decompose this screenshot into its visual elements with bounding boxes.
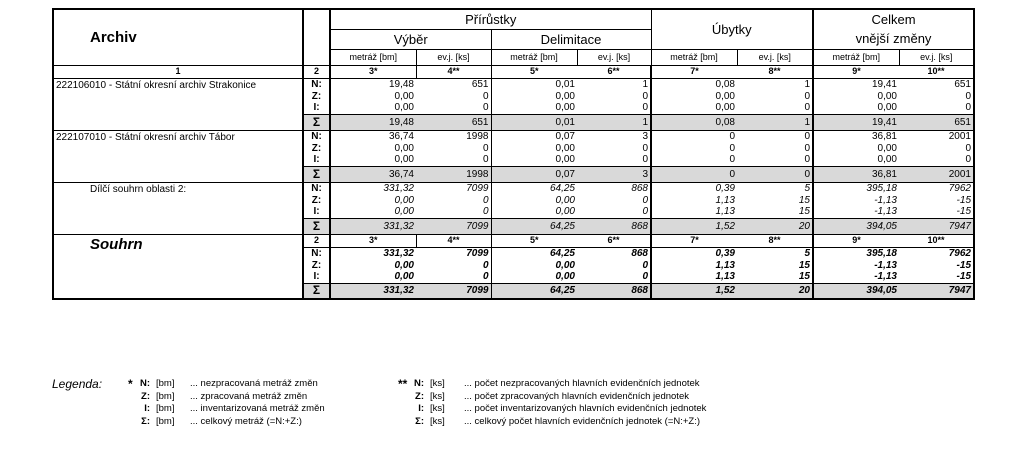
value-cell: 395,18 — [866, 182, 897, 194]
value-cell: 0,01 — [491, 114, 577, 130]
value-cell: 36,81 — [813, 166, 899, 182]
row-label-n: N: — [303, 182, 330, 194]
value-cell: 0 — [899, 102, 974, 114]
legend-unit: [bm] — [156, 403, 175, 414]
legend-text: ... inventarizovaná metráž změn — [190, 403, 325, 414]
value-cell: 651 — [899, 78, 974, 90]
archiv-header: Archiv — [53, 9, 303, 65]
value-cell: 15 — [737, 194, 813, 206]
legend-row — [410, 391, 706, 404]
row-label-i: I: — [303, 102, 330, 114]
value-cell: 394,05 — [813, 218, 899, 234]
value-cell: 20 — [737, 218, 813, 234]
value-cell: 0 — [737, 142, 813, 154]
value-cell: 395,18 — [866, 247, 897, 259]
legend-title: Legenda: — [52, 377, 103, 391]
column-number: 3* — [330, 65, 416, 78]
legend-unit: [ks] — [430, 415, 445, 427]
value-cell: 0 — [416, 206, 491, 218]
value-cell: 0,07 — [555, 130, 575, 142]
value-cell: 0 — [577, 142, 651, 154]
value-cell: -1,13 — [874, 206, 897, 218]
row-label-n: N: — [303, 130, 330, 142]
value-cell: 0,00 — [555, 142, 575, 154]
value-cell: 0 — [416, 194, 491, 206]
value-cell: 0,00 — [715, 90, 735, 102]
value-cell: 0,00 — [555, 271, 575, 283]
value-cell: 64,25 — [549, 182, 575, 194]
row-label-sigma: Σ — [303, 114, 330, 130]
legend-key: Σ: — [141, 415, 150, 427]
value-cell: 394,05 — [813, 283, 899, 299]
value-cell: 1998 — [416, 166, 491, 182]
value-cell: 0,08 — [651, 114, 737, 130]
value-cell: 7947 — [899, 218, 974, 234]
column-number: 6** — [577, 65, 651, 78]
column-number: 7* — [651, 234, 737, 247]
legend-unit: [bm] — [156, 378, 175, 389]
value-cell: -1,13 — [874, 271, 897, 283]
legend-key: I: — [144, 403, 150, 414]
legend-text: ... zpracovaná metráž změn — [190, 390, 308, 402]
row-label-n: N: — [303, 78, 330, 90]
value-cell: 1 — [577, 78, 651, 90]
unit-evj: ev.j. [ks] — [416, 49, 491, 65]
value-cell: 2001 — [899, 130, 974, 142]
value-cell: 0 — [577, 271, 651, 283]
value-cell: 0 — [737, 154, 813, 166]
data-row-n — [53, 182, 974, 194]
value-cell: 0 — [737, 166, 813, 182]
value-cell: 0 — [729, 142, 735, 154]
value-cell: 1 — [577, 114, 651, 130]
legend-unit: [ks] — [430, 390, 445, 402]
value-cell: 1,13 — [715, 259, 735, 271]
legend-unit: [bm] — [156, 390, 175, 402]
value-cell: 868 — [577, 247, 651, 259]
value-cell: 7962 — [899, 247, 974, 259]
legend-right-mark: ** — [398, 377, 408, 391]
value-cell: 0 — [737, 90, 813, 102]
value-cell: 0,00 — [394, 154, 414, 166]
row-label-z: Z: — [303, 90, 330, 102]
value-cell: 3 — [577, 166, 651, 182]
archive-name: 222107010 - Státní okresní archiv Tábor — [53, 130, 303, 182]
value-cell: 0,07 — [491, 166, 577, 182]
row-label-z: Z: — [303, 194, 330, 206]
column-number: 8** — [737, 234, 813, 247]
value-cell: 36,74 — [330, 166, 416, 182]
value-cell: 1,13 — [715, 271, 735, 283]
row-label-n: N: — [303, 247, 330, 259]
column-number: 2 — [303, 234, 330, 247]
column-number: 1 — [53, 65, 303, 78]
row-label-sigma: Σ — [303, 283, 330, 299]
value-cell: 0 — [899, 154, 974, 166]
legend-unit: [ks] — [430, 378, 445, 389]
value-cell: 0,00 — [555, 206, 575, 218]
value-cell: 5 — [737, 182, 813, 194]
value-cell: 0 — [577, 206, 651, 218]
value-cell: 0 — [577, 102, 651, 114]
legend-key: N: — [139, 378, 150, 389]
value-cell: 868 — [577, 218, 651, 234]
data-row-n — [53, 130, 974, 142]
column-number: 7* — [651, 65, 737, 78]
value-cell: 0,00 — [394, 194, 414, 206]
value-cell: 19,48 — [388, 78, 414, 90]
legend-text: ... nezpracovaná metráž změn — [190, 378, 318, 389]
legend-key: Z: — [141, 390, 150, 402]
value-cell: 331,32 — [383, 182, 414, 194]
value-cell: 331,32 — [330, 283, 416, 299]
value-cell: 36,81 — [871, 130, 897, 142]
value-cell: 0,39 — [715, 247, 735, 259]
column-number: 5* — [491, 65, 577, 78]
column-number: 2 — [303, 65, 330, 78]
ubytky-header: Úbytky — [651, 9, 813, 49]
value-cell: -15 — [899, 206, 974, 218]
unit-metraz: metráž [bm] — [651, 49, 737, 65]
value-cell: 64,25 — [549, 247, 575, 259]
row-label-i: I: — [303, 271, 330, 283]
value-cell: 0 — [416, 259, 491, 271]
value-cell: 0,00 — [877, 102, 897, 114]
value-cell: 0,39 — [715, 182, 735, 194]
value-cell: 0,00 — [394, 90, 414, 102]
legend-row — [136, 403, 325, 416]
legend-row — [410, 416, 706, 429]
row-label-i: I: — [303, 206, 330, 218]
legend-unit: [ks] — [430, 403, 445, 414]
value-cell: 7099 — [416, 247, 491, 259]
value-cell: 1,13 — [715, 206, 735, 218]
value-cell: 0,00 — [877, 154, 897, 166]
value-cell: 0 — [416, 90, 491, 102]
column-number: 4** — [416, 65, 491, 78]
legend-unit: [bm] — [156, 415, 175, 427]
data-row-n — [53, 78, 974, 90]
value-cell: 651 — [416, 114, 491, 130]
legend-row — [136, 391, 325, 404]
legend-text: ... počet zpracovaných hlavních evidenčních jednotek — [464, 390, 689, 402]
column-number: 4** — [416, 234, 491, 247]
legend-text: ... počet inventarizovaných hlavních evidenčních jednotek — [464, 403, 707, 414]
value-cell: 2001 — [899, 166, 974, 182]
celkem-header-line2: vnější změny — [813, 29, 974, 49]
value-cell: 15 — [737, 259, 813, 271]
souhrn-title: Souhrn — [53, 234, 303, 299]
legend-text: ... počet nezpracovaných hlavních evidenčních jednotek — [464, 378, 700, 389]
value-cell: 1998 — [416, 130, 491, 142]
value-cell: 1,52 — [651, 283, 737, 299]
legend-row — [410, 403, 706, 416]
value-cell: -1,13 — [874, 259, 897, 271]
prirustky-header: Přírůstky — [330, 9, 651, 29]
column-number: 10** — [899, 234, 974, 247]
value-cell: 19,41 — [813, 114, 899, 130]
value-cell: 0,00 — [394, 271, 414, 283]
value-cell: 0,00 — [555, 102, 575, 114]
value-cell: 0,00 — [394, 102, 414, 114]
value-cell: 0,00 — [555, 154, 575, 166]
row-label-z: Z: — [303, 259, 330, 271]
unit-metraz: metráž [bm] — [813, 49, 899, 65]
value-cell: 0 — [729, 130, 735, 142]
unit-metraz: metráž [bm] — [491, 49, 577, 65]
value-cell: 3 — [577, 130, 651, 142]
value-cell: 0,00 — [394, 259, 414, 271]
value-cell: 868 — [577, 182, 651, 194]
value-cell: 7099 — [416, 182, 491, 194]
legend-row — [136, 378, 325, 391]
value-cell: 0 — [899, 90, 974, 102]
legend-key: Z: — [415, 390, 424, 402]
value-cell: 64,25 — [491, 218, 577, 234]
unit-evj: ev.j. [ks] — [737, 49, 813, 65]
delimitace-header: Delimitace — [491, 29, 651, 49]
value-cell: 0,00 — [555, 90, 575, 102]
value-cell: 19,48 — [330, 114, 416, 130]
value-cell: 0 — [737, 130, 813, 142]
value-cell: -1,13 — [874, 194, 897, 206]
value-cell: 0,00 — [555, 259, 575, 271]
row-label-sigma: Σ — [303, 218, 330, 234]
value-cell: 0 — [577, 154, 651, 166]
value-cell: 64,25 — [491, 283, 577, 299]
value-cell: 5 — [737, 247, 813, 259]
value-cell: 0,00 — [555, 194, 575, 206]
celkem-header: Celkem — [813, 9, 974, 29]
value-cell: 331,32 — [383, 247, 414, 259]
column-number: 8** — [737, 65, 813, 78]
value-cell: 7099 — [416, 218, 491, 234]
value-cell: 0,00 — [394, 142, 414, 154]
value-cell: 0 — [729, 154, 735, 166]
value-cell: 331,32 — [330, 218, 416, 234]
value-cell: 0,00 — [394, 206, 414, 218]
value-cell: 0 — [416, 102, 491, 114]
archive-changes-table — [52, 8, 975, 300]
legend-key: I: — [418, 403, 424, 414]
value-cell: 15 — [737, 271, 813, 283]
unit-evj: ev.j. [ks] — [577, 49, 651, 65]
value-cell: 1,13 — [715, 194, 735, 206]
row-label-z: Z: — [303, 142, 330, 154]
column-number: 6** — [577, 234, 651, 247]
legend-text: ... celkový počet hlavních evidenčních jednotek (=N:+Z:) — [464, 415, 701, 427]
value-cell: 651 — [416, 78, 491, 90]
total-colnum-row — [53, 234, 974, 247]
value-cell: 1,52 — [651, 218, 737, 234]
value-cell: 0 — [416, 142, 491, 154]
value-cell: -15 — [899, 259, 974, 271]
value-cell: 7962 — [899, 182, 974, 194]
value-cell: 651 — [899, 114, 974, 130]
value-cell: 0 — [737, 102, 813, 114]
value-cell: 0 — [577, 90, 651, 102]
value-cell: 15 — [737, 206, 813, 218]
value-cell: 7947 — [899, 283, 974, 299]
value-cell: 19,41 — [871, 78, 897, 90]
value-cell: 0 — [416, 154, 491, 166]
value-cell: 0,08 — [715, 78, 735, 90]
legend-key: N: — [413, 378, 424, 389]
column-number: 5* — [491, 234, 577, 247]
value-cell: 36,74 — [388, 130, 414, 142]
legend-key: Σ: — [415, 415, 424, 427]
vyber-header: Výběr — [330, 29, 491, 49]
legend-left-mark: * — [128, 377, 133, 391]
row-label-i: I: — [303, 154, 330, 166]
subtotal-name: Dílčí souhrn oblasti 2: — [53, 182, 303, 234]
value-cell: 0,01 — [555, 78, 575, 90]
column-number: 9* — [813, 65, 899, 78]
value-cell: 1 — [737, 78, 813, 90]
value-cell: 0 — [651, 166, 737, 182]
value-cell: 20 — [737, 283, 813, 299]
column-number: 9* — [813, 234, 899, 247]
legend-row — [136, 416, 325, 429]
legend-row — [410, 378, 706, 391]
row-label-sigma: Σ — [303, 166, 330, 182]
value-cell: 0 — [416, 271, 491, 283]
value-cell: 0,00 — [877, 90, 897, 102]
column-number: 10** — [899, 65, 974, 78]
value-cell: 0,00 — [877, 142, 897, 154]
value-cell: 0 — [577, 259, 651, 271]
archive-name: 222106010 - Státní okresní archiv Strakonice — [53, 78, 303, 130]
value-cell: 868 — [577, 283, 651, 299]
value-cell: 0 — [577, 194, 651, 206]
value-cell: -15 — [899, 271, 974, 283]
value-cell: -15 — [899, 194, 974, 206]
value-cell: 7099 — [416, 283, 491, 299]
value-cell: 0,00 — [715, 102, 735, 114]
unit-metraz: metráž [bm] — [330, 49, 416, 65]
value-cell: 1 — [737, 114, 813, 130]
value-cell: 0 — [899, 142, 974, 154]
legend-text: ... celkový metráž (=N:+Z:) — [190, 415, 302, 427]
column-number: 3* — [330, 234, 416, 247]
unit-evj: ev.j. [ks] — [899, 49, 974, 65]
